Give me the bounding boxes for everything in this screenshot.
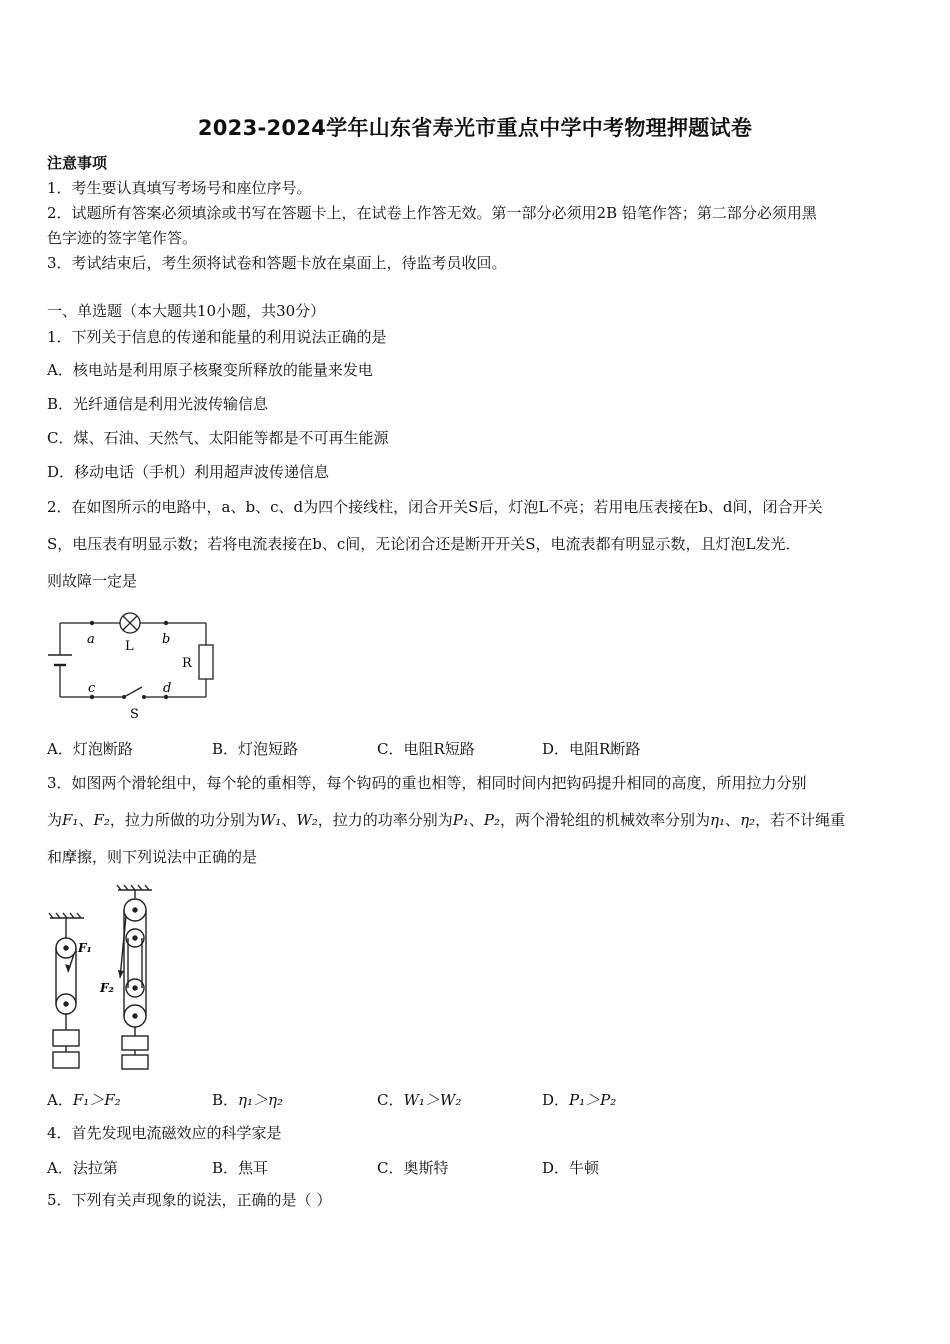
circuit-diagram xyxy=(44,605,219,723)
question-3-option-c xyxy=(377,1089,461,1110)
question-4-option-c: C．奥斯特 xyxy=(377,1159,449,1177)
question-2-option-d: D．电阻R断路 xyxy=(542,740,641,758)
switch-label: S xyxy=(130,707,139,722)
question-3-stem-line xyxy=(47,810,845,830)
question-1-option-d: D．移动电话（手机）利用超声波传递信息 xyxy=(47,463,330,481)
notice-item: 3．考试结束后，考生须将试卷和答题卡放在桌面上，待监考员收回。 xyxy=(47,254,507,272)
question-3-option-a xyxy=(47,1089,121,1110)
symbol-f2: F₂ xyxy=(93,811,110,829)
page-title: 2023-2024学年山东省寿光市重点中学中考物理押题试卷 xyxy=(197,116,753,140)
section-heading: 一、单选题（本大题共10小题，共30分） xyxy=(47,302,326,320)
question-3-stem-line: 和摩擦，则下列说法中正确的是 xyxy=(47,848,258,866)
option-letter: A． xyxy=(47,1091,73,1109)
question-3-option-b xyxy=(212,1089,283,1110)
option-expression: P₁＞P₂ xyxy=(569,1091,617,1109)
text-run: 、 xyxy=(468,811,484,829)
symbol-p1: P₁ xyxy=(452,811,469,829)
notice-heading: 注意事项 xyxy=(47,154,108,172)
text-run: ，拉力的功率分别为 xyxy=(317,811,453,829)
question-2-option-a: A．灯泡断路 xyxy=(47,740,133,758)
symbol-eta2: η₂ xyxy=(740,811,756,829)
option-expression: η₁＞η₂ xyxy=(238,1091,284,1109)
question-2-stem-line: 则故障一定是 xyxy=(47,572,138,590)
notice-item: 1．考生要认真填写考场号和座位序号。 xyxy=(47,179,312,197)
question-1-option-c: C．煤、石油、天然气、太阳能等都是不可再生能源 xyxy=(47,429,389,447)
option-expression: F₁＞F₂ xyxy=(72,1091,121,1109)
symbol-w2: W₂ xyxy=(296,811,318,829)
terminal-d-label: d xyxy=(163,681,172,696)
question-2-stem-line: 2．在如图所示的电路中，a、b、c、d为四个接线柱，闭合开关S后，灯泡L不亮；若用电压表接在b、d间，闭合开关 xyxy=(47,498,823,516)
text-run: ，拉力所做的功分别为 xyxy=(109,811,260,829)
text-run: 、 xyxy=(725,811,741,829)
question-2-option-b: B．灯泡短路 xyxy=(212,740,299,758)
text-run: ，若不计绳重 xyxy=(755,811,846,829)
question-5-stem: 5．下列有关声现象的说法，正确的是（ ） xyxy=(47,1191,332,1209)
option-letter: B． xyxy=(212,1091,239,1109)
symbol-p2: P₂ xyxy=(483,811,501,829)
force-f2-label: F₂ xyxy=(100,981,114,995)
question-1-stem: 1．下列关于信息的传递和能量的利用说法正确的是 xyxy=(47,328,387,346)
symbol-f1: F₁ xyxy=(62,811,79,829)
notice-item: 色字迹的签字笔作答。 xyxy=(47,229,198,247)
question-4-stem: 4．首先发现电流磁效应的科学家是 xyxy=(47,1124,282,1142)
notice-item: 2．试题所有答案必须填涂或书写在答题卡上，在试卷上作答无效。第一部分必须用2B 铅笔作答；第二部分必须用黑 xyxy=(47,204,817,222)
text-run: 为 xyxy=(47,811,63,829)
text-run: 、 xyxy=(78,811,94,829)
question-2-option-c: C．电阻R短路 xyxy=(377,740,475,758)
question-4-option-d: D．牛顿 xyxy=(542,1159,600,1177)
text-run: 、 xyxy=(281,811,297,829)
pulley-systems-diagram xyxy=(44,880,164,1075)
terminal-b-label: b xyxy=(162,632,171,647)
force-f1-label: F₁ xyxy=(78,941,92,955)
terminal-a-label: a xyxy=(87,632,95,647)
question-3-stem-line: 3．如图两个滑轮组中，每个轮的重相等，每个钩码的重也相等，相同时间内把钩码提升相同的高度，所用拉力分别 xyxy=(47,774,807,792)
symbol-eta1: η₁ xyxy=(710,811,726,829)
option-letter: D． xyxy=(542,1091,570,1109)
lamp-label: L xyxy=(125,639,134,654)
option-letter: C． xyxy=(377,1091,404,1109)
question-1-option-a: A．核电站是利用原子核聚变所释放的能量来发电 xyxy=(47,361,373,379)
symbol-w1: W₁ xyxy=(259,811,282,829)
text-run: ，两个滑轮组的机械效率分别为 xyxy=(500,811,711,829)
question-2-stem-line: S，电压表有明显示数；若将电流表接在b、c间，无论闭合还是断开开关S，电流表都有明显示数，且灯泡L发光． xyxy=(47,535,801,553)
question-4-option-a: A．法拉第 xyxy=(47,1159,118,1177)
question-4-option-b: B．焦耳 xyxy=(212,1159,269,1177)
resistor-label: R xyxy=(182,656,192,671)
question-3-option-d xyxy=(542,1089,616,1110)
terminal-c-label: c xyxy=(88,681,96,696)
question-1-option-b: B．光纤通信是利用光波传输信息 xyxy=(47,395,269,413)
option-expression: W₁＞W₂ xyxy=(403,1091,462,1109)
